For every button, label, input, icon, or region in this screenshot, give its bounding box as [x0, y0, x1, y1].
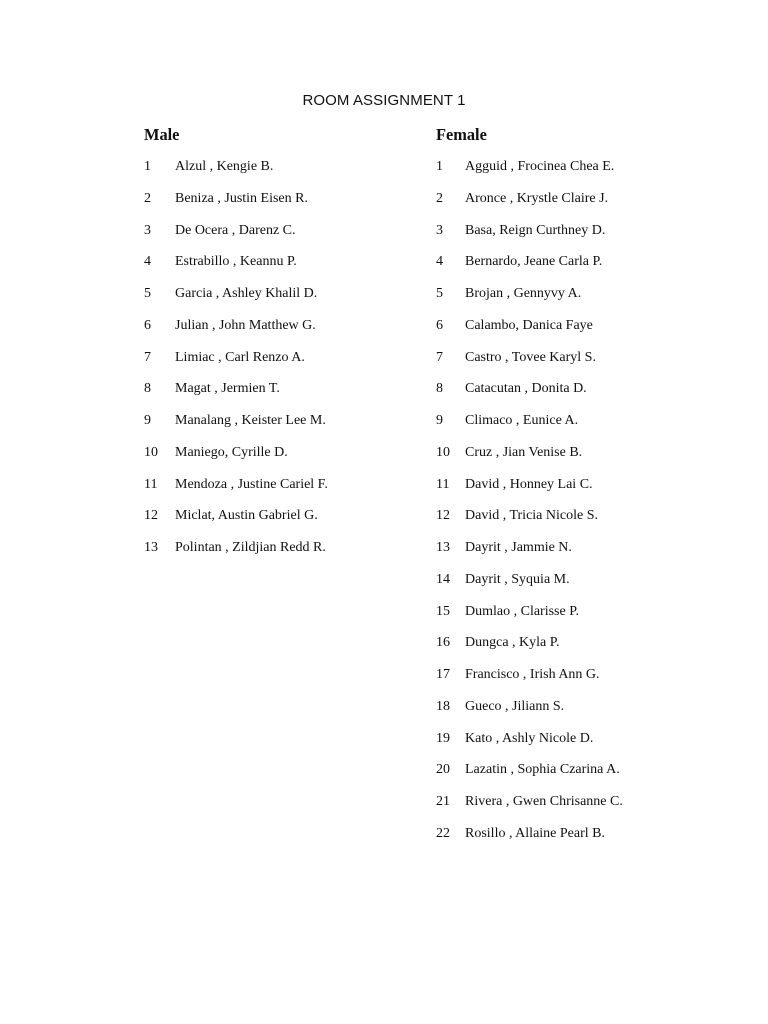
entry-name: Rosillo , Allaine Pearl B. — [465, 825, 605, 841]
male-list — [144, 156, 394, 569]
entry-name: Aronce , Krystle Claire J. — [465, 190, 609, 206]
list-item — [144, 410, 394, 442]
entry-name: Manalang , Keister Lee M. — [175, 413, 326, 428]
entry-name: Basa, Reign Curthney D. — [465, 222, 606, 238]
entry-name: Climaco , Eunice A. — [465, 413, 579, 428]
list-item — [144, 378, 394, 410]
list-item — [436, 505, 726, 537]
list-item — [436, 759, 726, 791]
entry-number: 12 — [436, 508, 450, 524]
entry-number: 6 — [144, 317, 151, 333]
list-item — [144, 347, 394, 379]
entry-name: Rivera , Gwen Chrisanne C. — [465, 794, 623, 809]
entry-number: 10 — [436, 444, 450, 460]
entry-number: 2 — [436, 190, 443, 206]
list-item — [144, 251, 394, 283]
entry-name: Gueco , Jiliann S. — [465, 698, 565, 714]
entry-number: 6 — [436, 317, 443, 333]
entry-number: 19 — [436, 730, 450, 746]
entry-name: David , Honney Lai C. — [465, 476, 593, 492]
entry-name: Dayrit , Syquia M. — [465, 571, 570, 587]
entry-number: 2 — [144, 190, 151, 206]
entry-name: Castro , Tovee Karyl S. — [465, 349, 596, 365]
list-item — [436, 664, 726, 696]
entry-name: Francisco , Irish Ann G. — [465, 667, 600, 682]
entry-number: 4 — [144, 254, 151, 270]
entry-number: 14 — [436, 571, 450, 587]
list-item — [436, 791, 726, 823]
list-item — [436, 632, 726, 664]
entry-number: 7 — [436, 349, 443, 365]
list-item — [436, 347, 726, 379]
entry-number: 9 — [144, 413, 151, 428]
entry-name: Dayrit , Jammie N. — [465, 540, 572, 555]
entry-name: Magat , Jermien T. — [175, 381, 280, 397]
list-item — [436, 220, 726, 252]
list-item — [436, 823, 726, 855]
entry-name: Cruz , Jian Venise B. — [465, 444, 583, 460]
list-item — [144, 188, 394, 220]
entry-number: 10 — [144, 444, 158, 460]
list-item — [436, 537, 726, 569]
entry-number: 17 — [436, 667, 450, 682]
list-item — [436, 410, 726, 442]
entry-number: 21 — [436, 794, 450, 809]
male-column — [144, 124, 394, 569]
entry-name: Agguid , Frocinea Chea E. — [465, 159, 615, 174]
entry-name: Kato , Ashly Nicole D. — [465, 730, 594, 746]
entry-number: 1 — [436, 159, 443, 174]
list-item — [144, 220, 394, 252]
entry-number: 4 — [436, 254, 443, 270]
entry-name: David , Tricia Nicole S. — [465, 508, 598, 524]
entry-name: Dumlao , Clarisse P. — [465, 603, 579, 619]
list-item — [436, 569, 726, 601]
list-item — [436, 728, 726, 760]
entry-name: De Ocera , Darenz C. — [175, 222, 296, 238]
entry-number: 15 — [436, 603, 450, 619]
entry-number: 1 — [144, 159, 151, 174]
page-title: ROOM ASSIGNMENT 1 — [302, 92, 466, 109]
entry-number: 18 — [436, 698, 450, 714]
list-item — [436, 251, 726, 283]
list-item — [144, 474, 394, 506]
male-heading: Male — [144, 125, 180, 144]
entry-name: Alzul , Kengie B. — [175, 159, 274, 174]
entry-number: 3 — [436, 222, 443, 238]
entry-name: Catacutan , Donita D. — [465, 381, 587, 397]
entry-name: Brojan , Gennyvy A. — [465, 286, 582, 301]
entry-number: 9 — [436, 413, 443, 428]
entry-name: Calambo, Danica Faye — [465, 317, 593, 333]
entry-number: 13 — [436, 540, 450, 555]
list-item — [436, 283, 726, 315]
entry-name: Beniza , Justin Eisen R. — [175, 190, 308, 206]
entry-name: Mendoza , Justine Cariel F. — [175, 476, 328, 492]
entry-number: 22 — [436, 825, 450, 841]
list-item — [144, 505, 394, 537]
list-item — [436, 601, 726, 633]
entry-number: 5 — [144, 286, 151, 301]
entry-number: 20 — [436, 762, 450, 778]
entry-number: 13 — [144, 540, 158, 555]
entry-name: Polintan , Zildjian Redd R. — [175, 540, 326, 555]
entry-number: 8 — [436, 381, 443, 397]
entry-name: Bernardo, Jeane Carla P. — [465, 254, 603, 270]
list-item — [436, 442, 726, 474]
female-heading: Female — [436, 125, 487, 144]
entry-name: Limiac , Carl Renzo A. — [175, 349, 305, 365]
entry-number: 3 — [144, 222, 151, 238]
list-item — [436, 474, 726, 506]
female-list — [436, 156, 726, 855]
list-item — [436, 188, 726, 220]
list-item — [144, 537, 394, 569]
entry-number: 8 — [144, 381, 151, 397]
entry-number: 16 — [436, 635, 450, 651]
entry-number: 11 — [436, 476, 450, 492]
female-column — [436, 124, 726, 855]
entry-name: Julian , John Matthew G. — [175, 317, 316, 333]
entry-name: Garcia , Ashley Khalil D. — [175, 286, 318, 301]
list-item — [144, 315, 394, 347]
entry-name: Estrabillo , Keannu P. — [175, 254, 297, 270]
entry-number: 5 — [436, 286, 443, 301]
entry-name: Miclat, Austin Gabriel G. — [175, 508, 318, 524]
list-item — [144, 283, 394, 315]
list-item — [436, 156, 726, 188]
entry-name: Dungca , Kyla P. — [465, 635, 560, 651]
list-item — [436, 315, 726, 347]
list-item — [436, 696, 726, 728]
list-item — [144, 156, 394, 188]
entry-name: Maniego, Cyrille D. — [175, 444, 288, 460]
list-item — [144, 442, 394, 474]
entry-number: 11 — [144, 476, 158, 492]
list-item — [436, 378, 726, 410]
entry-name: Lazatin , Sophia Czarina A. — [465, 762, 620, 778]
entry-number: 7 — [144, 349, 151, 365]
entry-number: 12 — [144, 508, 158, 524]
